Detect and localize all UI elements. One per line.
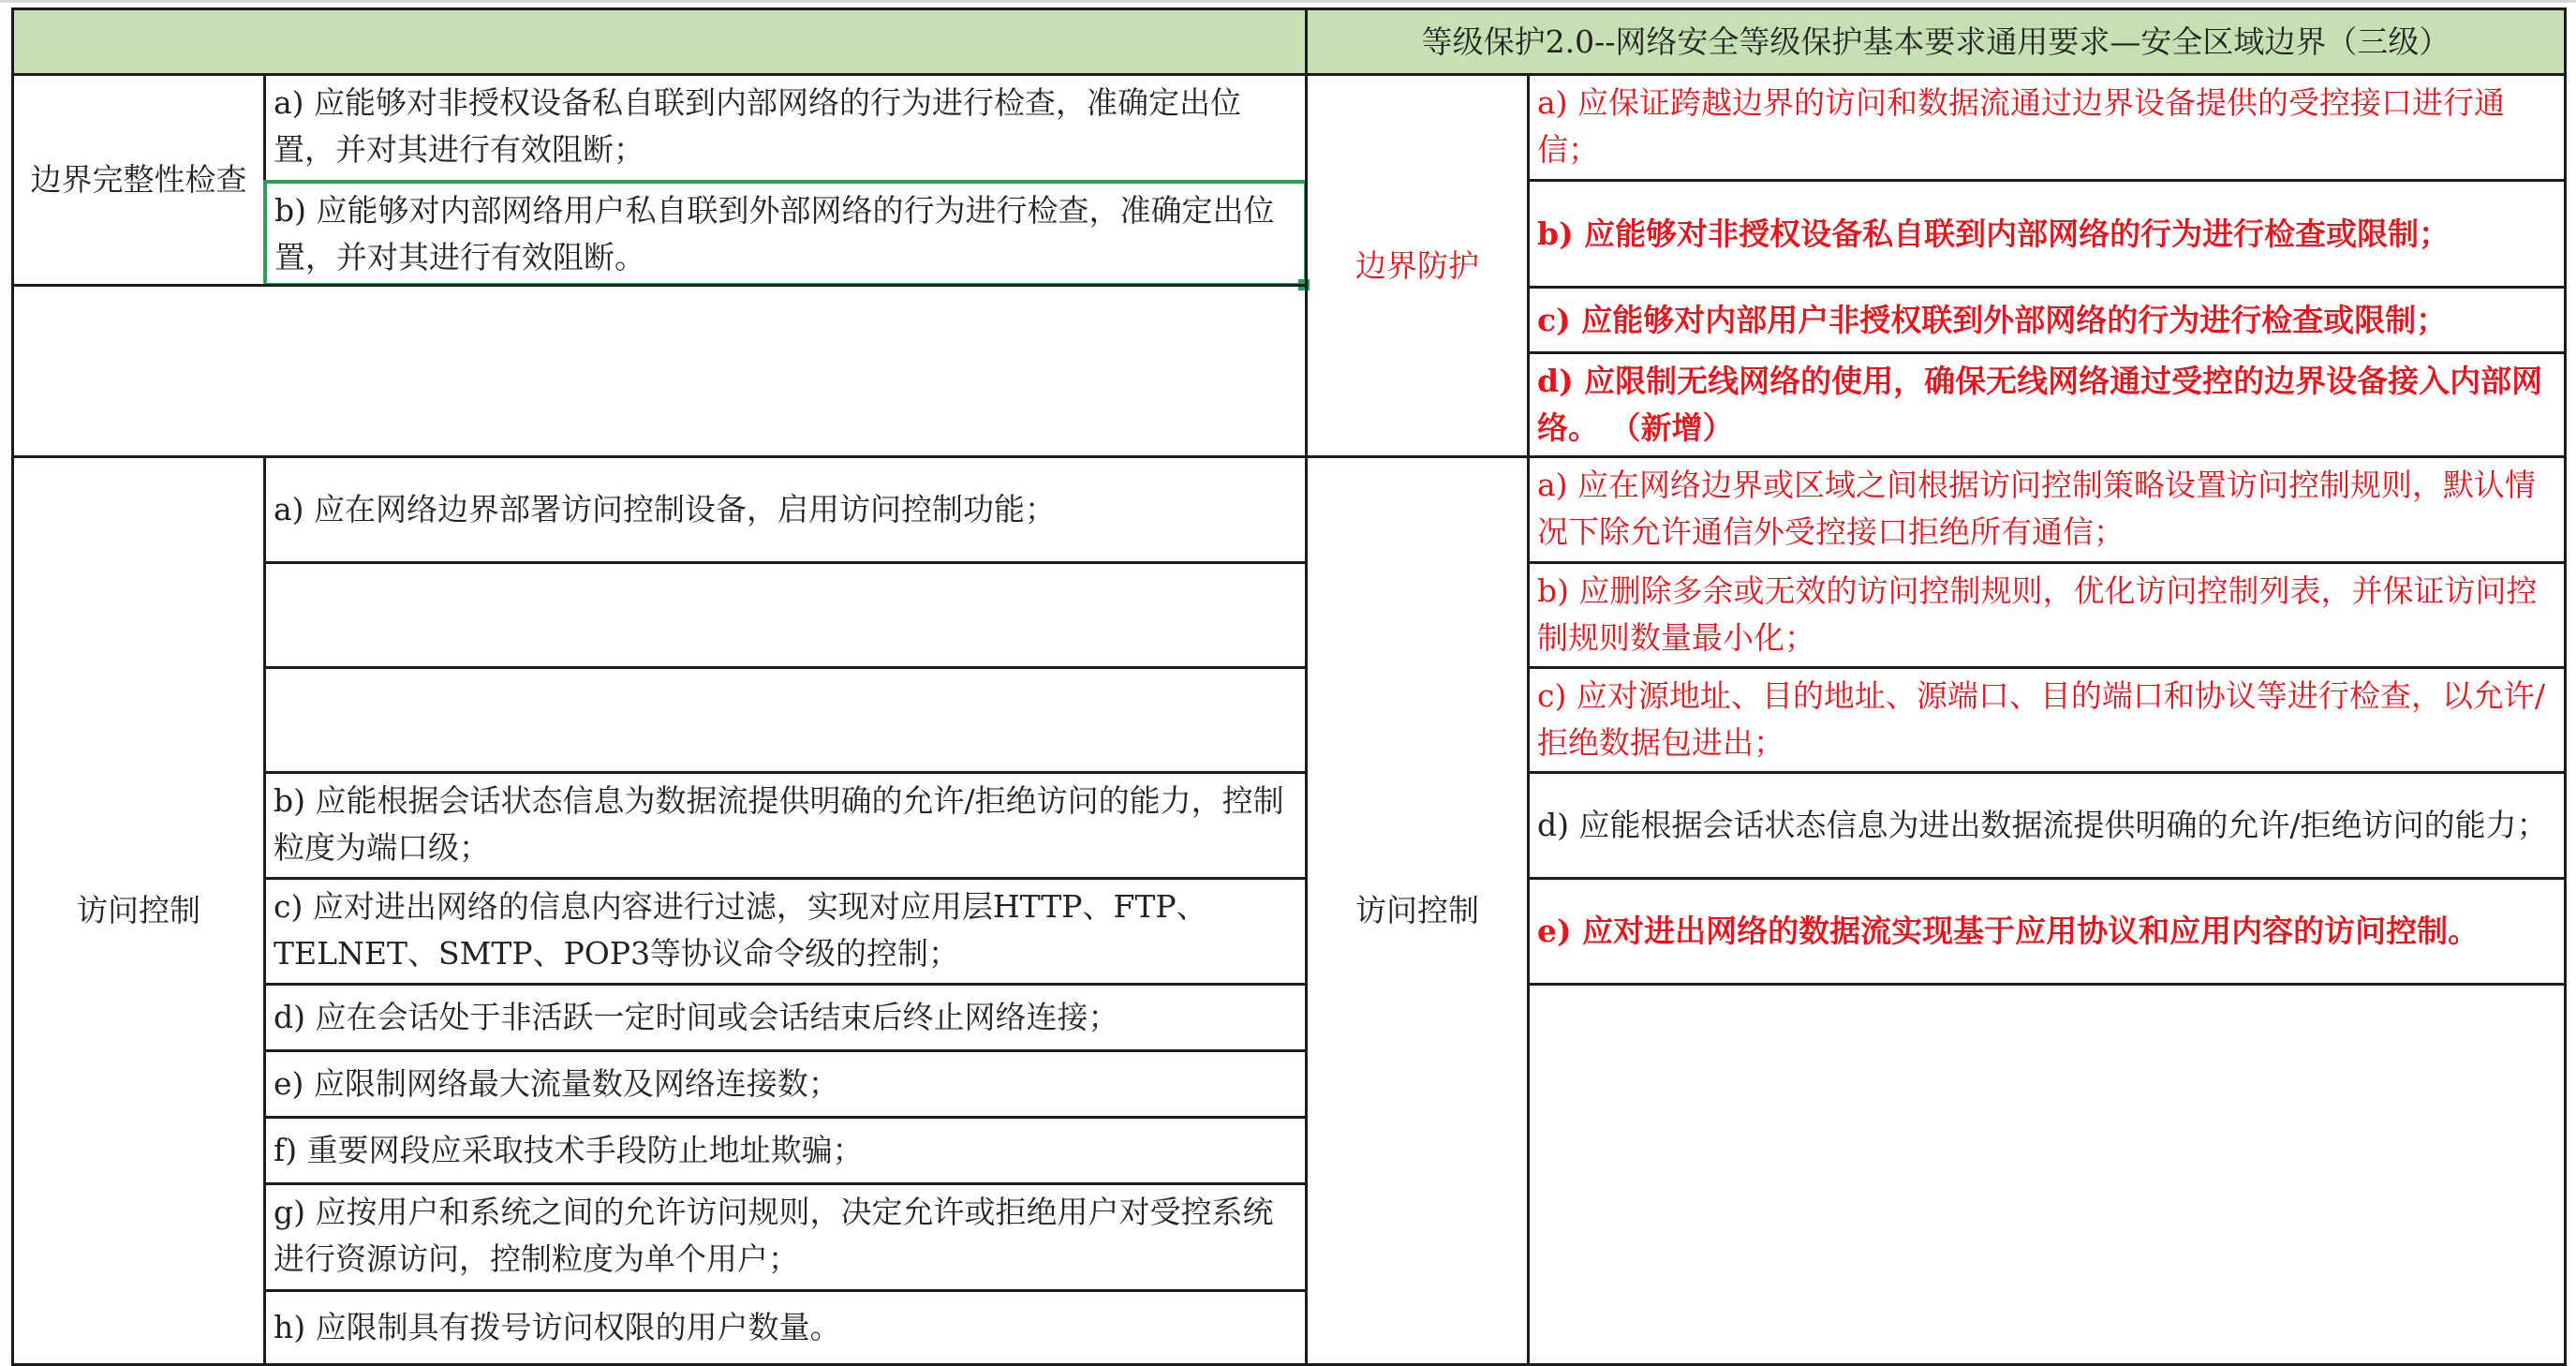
- left-section2-label[interactable]: 访问控制: [11, 455, 266, 1366]
- left-section2-item-e[interactable]: e) 应限制网络最大流量数及网络连接数；: [263, 1049, 1308, 1119]
- right-section1-item-d[interactable]: d) 应限制无线网络的使用，确保无线网络通过受控的边界设备接入内部网络。 （新增）: [1527, 351, 2567, 458]
- left-empty-cell[interactable]: [11, 284, 1308, 458]
- left-section2-item-c[interactable]: c) 应对进出网络的信息内容进行过滤，实现对应用层HTTP、FTP、TELNET、SMTP、POP3等协议命令级的控制；: [263, 877, 1308, 986]
- left-section2-item-g[interactable]: g) 应按用户和系统之间的允许访问规则，决定允许或拒绝用户对受控系统进行资源访问，控制粒度为单个用户；: [263, 1182, 1308, 1292]
- left-section2-item-h[interactable]: h) 应限制具有拨号访问权限的用户数量。: [263, 1289, 1308, 1366]
- left-section2-item-a[interactable]: a) 应在网络边界部署访问控制设备，启用访问控制功能；: [263, 455, 1308, 564]
- right-section2-label[interactable]: 访问控制: [1305, 455, 1530, 1366]
- header-left-cell[interactable]: [11, 7, 1308, 76]
- right-section2-empty[interactable]: [1527, 983, 2567, 1366]
- left-section2-item-b[interactable]: b) 应能根据会话状态信息为数据流提供明确的允许/拒绝访问的能力，控制粒度为端口级；: [263, 771, 1308, 880]
- left-section2-item-d[interactable]: d) 应在会话处于非活跃一定时间或会话结束后终止网络连接；: [263, 983, 1308, 1052]
- right-section2-item-e[interactable]: e) 应对进出网络的数据流实现基于应用协议和应用内容的访问控制。: [1527, 877, 2567, 986]
- right-section2-item-a[interactable]: a) 应在网络边界或区域之间根据访问控制策略设置访问控制规则，默认情况下除允许通信外受控接口拒绝所有通信；: [1527, 455, 2567, 564]
- left-section1-label-text: 边界完整性检查: [30, 161, 247, 198]
- left-section1-item-a[interactable]: a) 应能够对非授权设备私自联到内部网络的行为进行检查，准确定出位置，并对其进行有效阻断；: [263, 73, 1308, 183]
- left-section2-item-f[interactable]: f) 重要网段应采取技术手段防止地址欺骗；: [263, 1116, 1308, 1185]
- right-section1-item-c[interactable]: c) 应能够对内部用户非授权联到外部网络的行为进行检查或限制；: [1527, 286, 2567, 354]
- right-section1-item-b[interactable]: b) 应能够对非授权设备私自联到内部网络的行为进行检查或限制；: [1527, 179, 2567, 289]
- left-section1-item-b-selected[interactable]: b) 应能够对内部网络用户私自联到外部网络的行为进行检查，准确定出位置，并对其进行有效阻断。: [263, 180, 1308, 287]
- right-section1-item-a[interactable]: a) 应保证跨越边界的访问和数据流通过边界设备提供的受控接口进行通信；: [1527, 73, 2567, 182]
- left-section1-label[interactable]: [11, 73, 266, 287]
- right-section1-label[interactable]: 边界防护: [1305, 73, 1530, 458]
- left-section2-empty-1[interactable]: [263, 561, 1308, 669]
- header-title-cell[interactable]: [1305, 7, 2567, 76]
- gridline: [0, 0, 2576, 3]
- right-section2-item-d[interactable]: d) 应能根据会话状态信息为进出数据流提供明确的允许/拒绝访问的能力；: [1527, 771, 2567, 880]
- header-title: 等级保护2.0--网络安全等级保护基本要求通用要求—安全区域边界（三级）: [1421, 22, 2450, 60]
- left-section2-empty-2[interactable]: [263, 666, 1308, 774]
- right-section2-item-c[interactable]: c) 应对源地址、目的地址、源端口、目的端口和协议等进行检查，以允许/拒绝数据包进出；: [1527, 666, 2567, 774]
- right-section2-item-b[interactable]: b) 应删除多余或无效的访问控制规则，优化访问控制列表，并保证访问控制规则数量最小化；: [1527, 561, 2567, 669]
